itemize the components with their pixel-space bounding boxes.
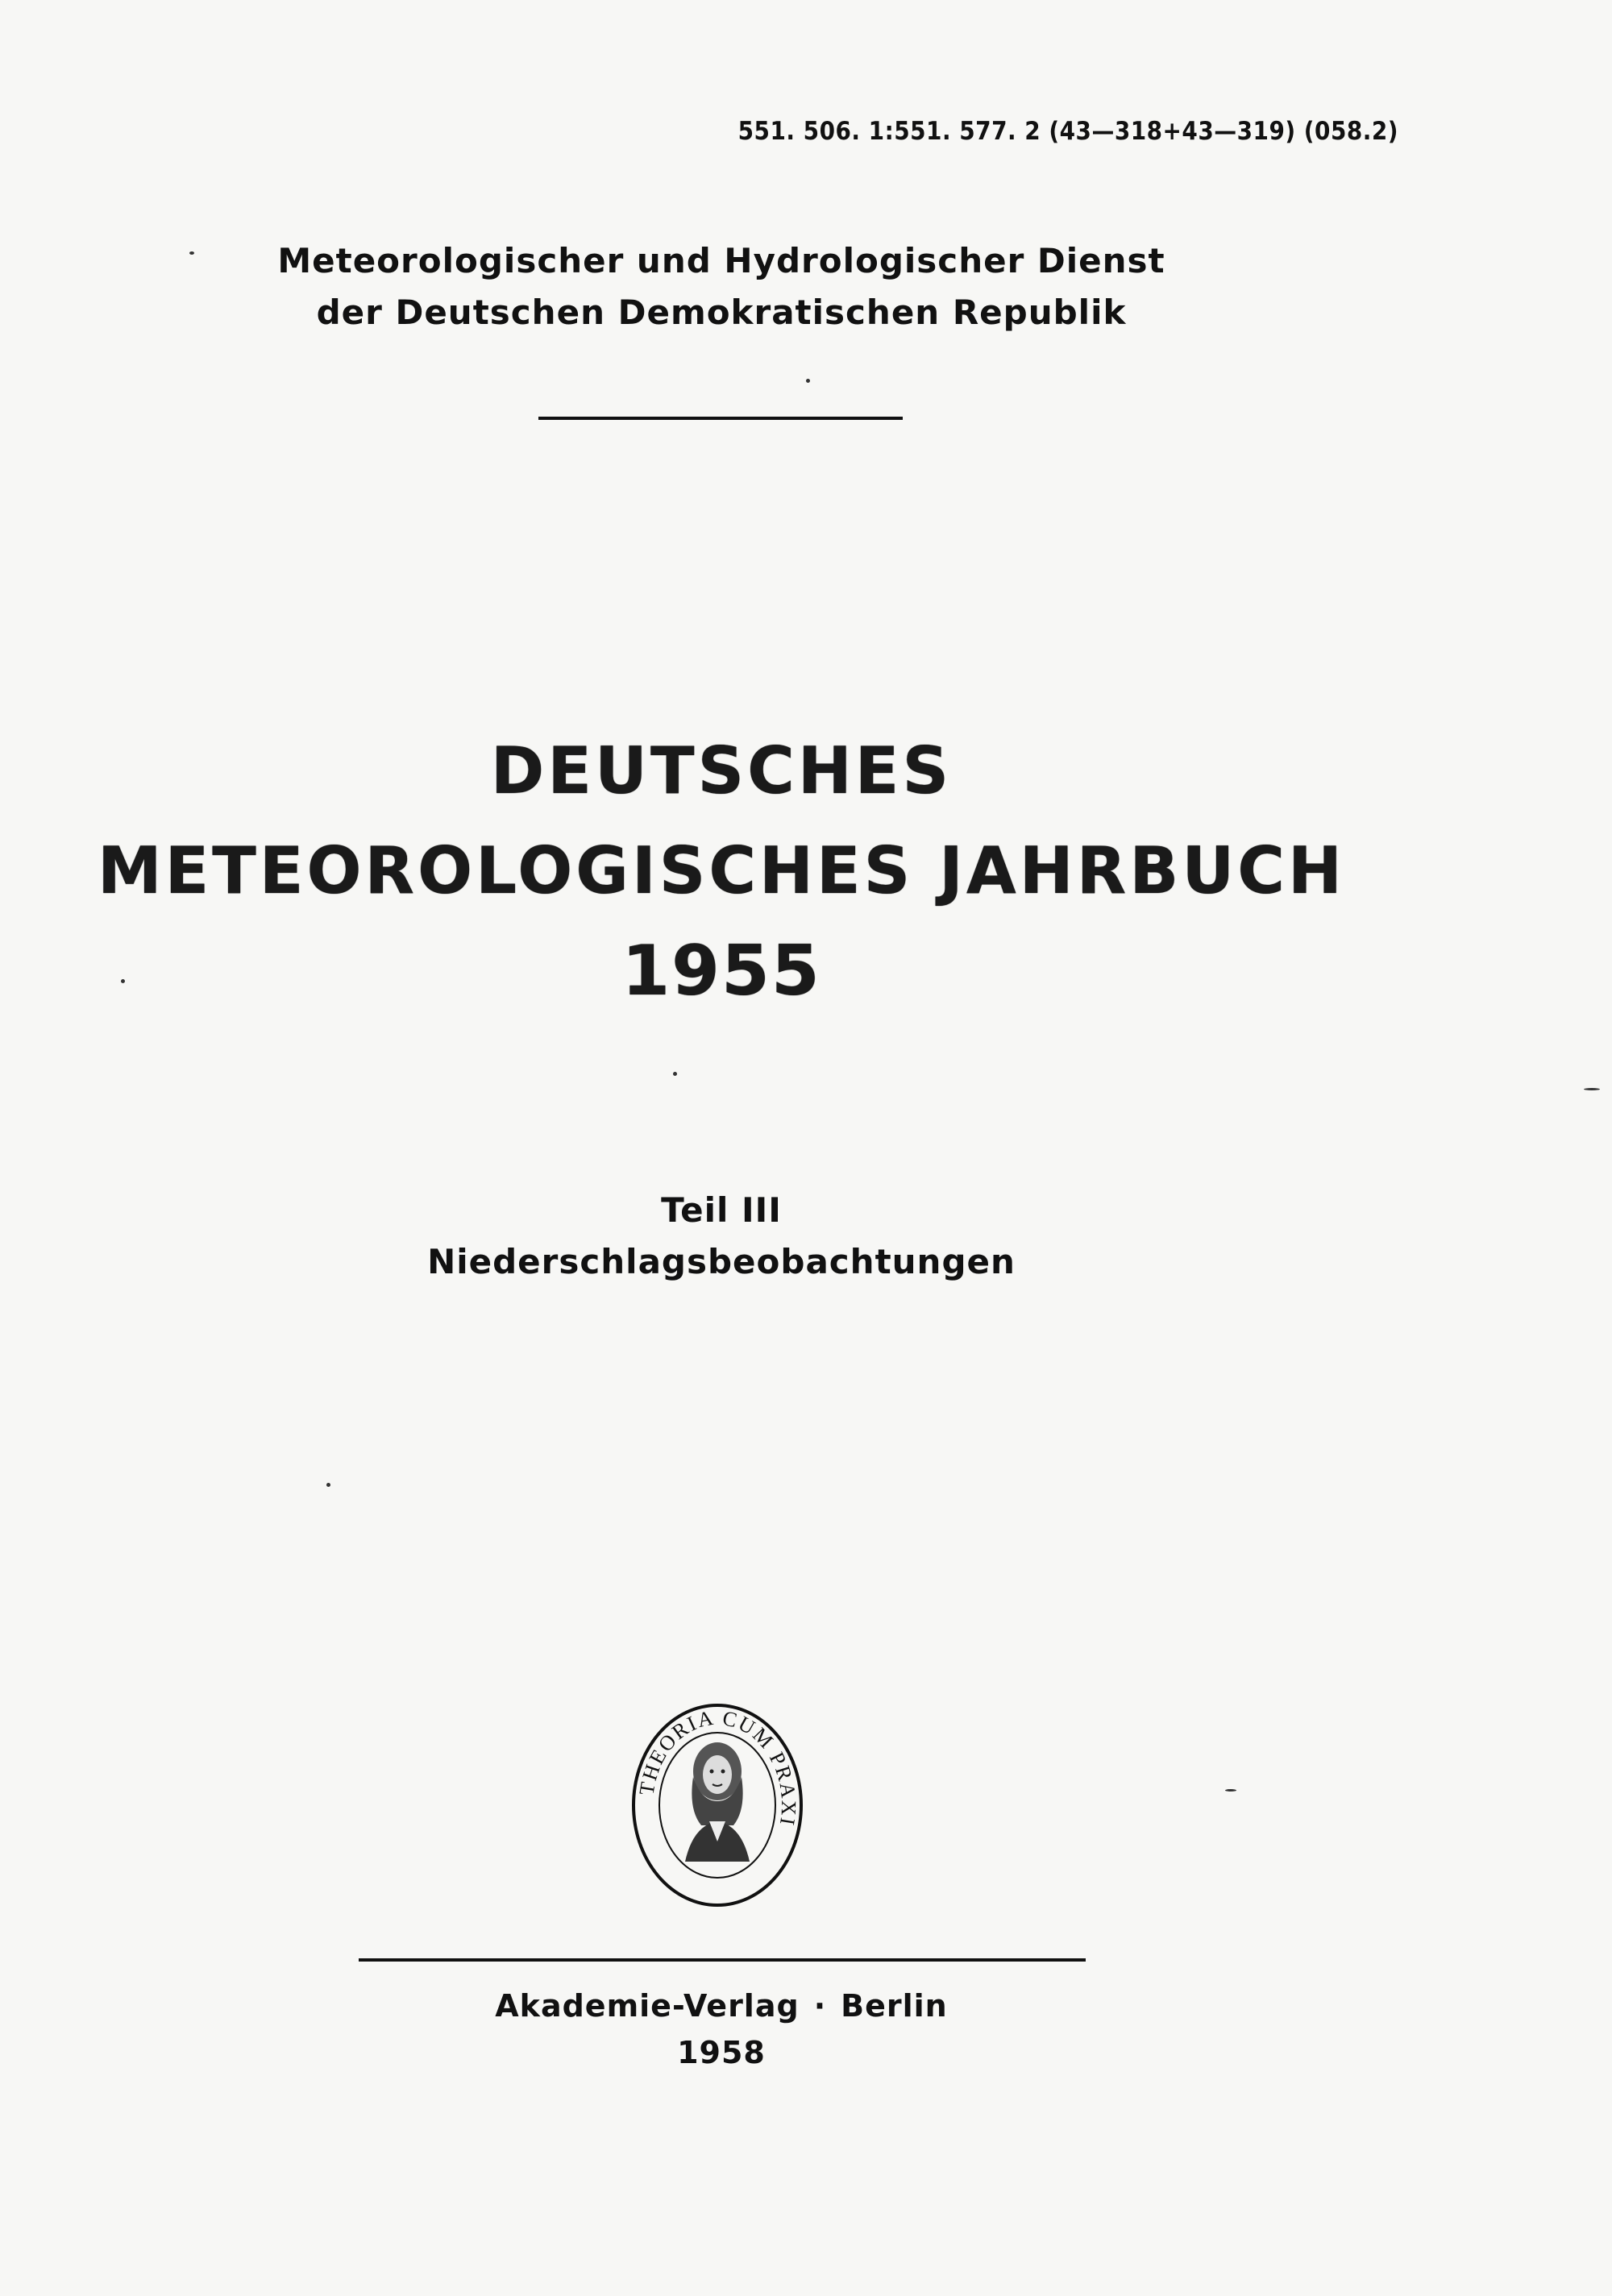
part-subject: Niederschlagsbeobachtungen <box>427 1242 1016 1281</box>
part-number: Teil III <box>661 1190 782 1230</box>
svg-text:THEORIA CUM PRAXI: THEORIA CUM PRAXI <box>634 1705 801 1829</box>
title-line-2: METEOROLOGISCHES JAHRBUCH <box>98 833 1345 908</box>
part-heading <box>0 1185 1443 1288</box>
institution-line-1: Meteorologischer und Hydrologischer Dienst <box>277 241 1165 280</box>
publisher-city: Berlin <box>841 1988 948 2024</box>
scan-speck <box>326 1483 330 1487</box>
publisher-name: Akademie-Verlag <box>495 1988 800 2024</box>
bottom-divider <box>359 1958 1086 1962</box>
scan-speck <box>1225 1789 1236 1792</box>
scan-speck <box>806 379 810 383</box>
scan-speck <box>189 251 194 255</box>
publisher-separator: · <box>813 1988 827 2024</box>
publisher-seal-logo <box>629 1700 806 1910</box>
institution-name <box>0 235 1443 338</box>
udc-classification: 551. 506. 1:551. 577. 2 (43—318+43—319) (058.2) <box>737 117 1398 146</box>
scan-speck <box>673 1072 677 1076</box>
scan-speck <box>121 979 125 983</box>
scan-speck <box>1584 1088 1600 1090</box>
publication-year: 1958 <box>677 2035 766 2070</box>
publisher-line <box>0 1983 1443 2029</box>
book-title <box>0 721 1443 1021</box>
institution-line-2: der Deutschen Demokratischen Republik <box>316 293 1127 332</box>
top-divider <box>538 417 903 420</box>
title-line-1: DEUTSCHES <box>490 733 953 808</box>
seal-icon <box>629 1700 806 1910</box>
publisher-imprint <box>0 1983 1443 2076</box>
title-year: 1955 <box>621 931 821 1011</box>
